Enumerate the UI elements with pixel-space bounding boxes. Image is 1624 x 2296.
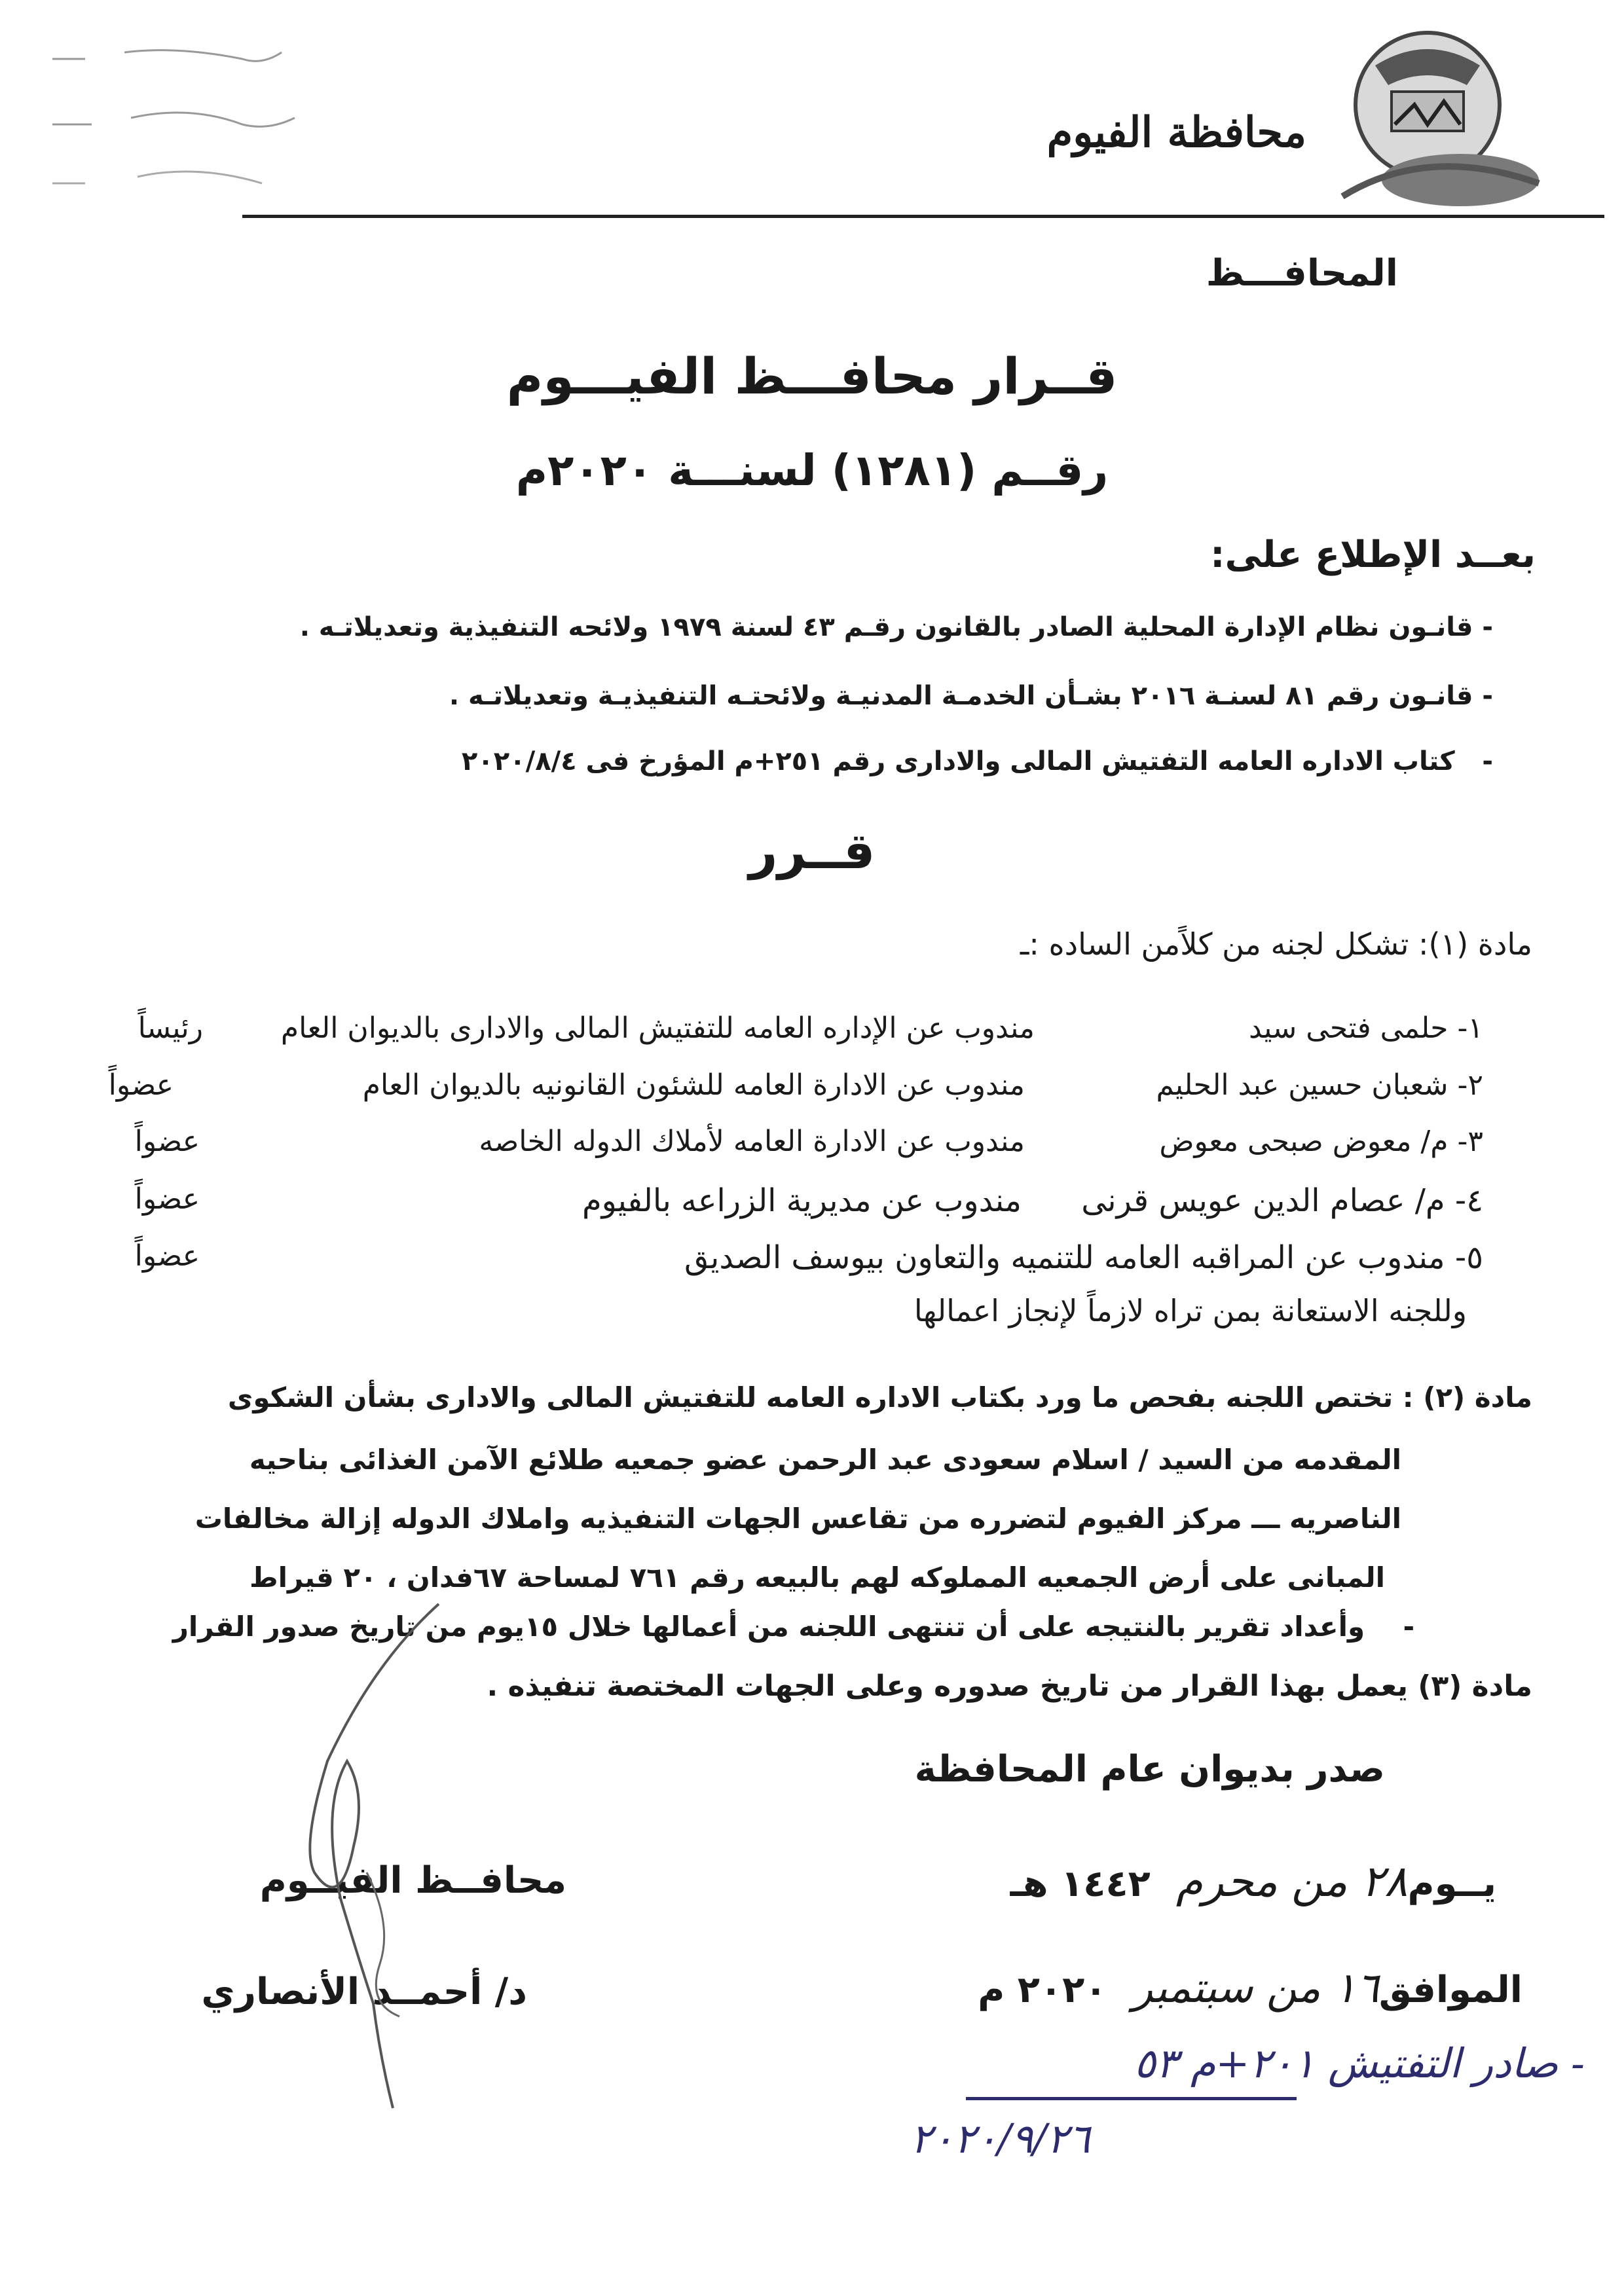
article-2-line: مادة (٢) : تختص اللجنه بفحص ما ورد بكتاب الاداره العامه للتفتيش المالى والادارى بشأن الشكوى — [227, 1381, 1532, 1413]
header-divider — [242, 215, 1604, 218]
article-3: مادة (٣) يعمل بهذا القرار من تاريخ صدوره وعلى الجهات المختصة تنفيذه . — [487, 1669, 1532, 1703]
article-2-line: المبانى على أرض الجمعيه المملوكه لهم بالبيعه رقم ٧٦١ لمساحة ٦٧فدان ، ٢٠ قيراط — [249, 1561, 1385, 1594]
gregorian-date: الموافق١٦ من سبتمبر ٢٠٢٠ م — [978, 1964, 1522, 2013]
preamble-heading: بعــد الإطلاع على: — [1210, 534, 1536, 576]
organization-name: محافظة الفيوم — [1046, 108, 1306, 157]
preamble-item: - كتاب الاداره العامه التفتيش المالى والادارى رقم ٢٥١+م المؤرخ فى ٢٠٢٠/٨/٤ — [461, 746, 1493, 776]
member-name: ١- حلمى فتحى سيد — [1249, 1011, 1483, 1045]
issued-at: صدر بديوان عام المحافظة — [914, 1748, 1385, 1791]
preamble-item: - قانـون نظام الإدارة المحلية الصادر بالقانون رقـم ٤٣ لسنة ١٩٧٩ ولائحه التنفيذية وتعديلاتـه . — [299, 612, 1493, 642]
preamble-item: - قانـون رقم ٨١ لسنـة ٢٠١٦ بشـأن الخدمـة المدنيـة ولائحتـه التنفيذيـة وتعديلاتـه . — [449, 681, 1493, 711]
member-name: ٤- م/ عصام الدين عويس قرنى — [1081, 1182, 1483, 1219]
handwritten-day: ١٦ من سبتمبر — [1132, 1964, 1379, 2013]
article-1-intro: مادة (١): تشكل لجنه من كلاًمن الساده :ـ — [1020, 926, 1532, 962]
hijri-date: يــوم٢٨ من محرم ١٤٤٢ هـ — [1010, 1856, 1496, 1906]
member-name: ٢- شعبان حسين عبد الحليم — [1156, 1068, 1483, 1102]
office-title: المحافـــظ — [1206, 252, 1398, 295]
margin-handwriting — [46, 33, 321, 203]
handwritten-date-note: ٢٠٢٠/٩/٢٦ — [910, 2115, 1090, 2162]
list-dash: - — [1365, 1611, 1414, 1643]
article-2-line: الناصريه ـــ مركز الفيوم لتضرره من تقاعس الجهات التنفيذيه واملاك الدوله إزالة مخالفات — [194, 1503, 1401, 1535]
member-role: عضواً — [108, 1068, 174, 1102]
article-2-bullet: - وأعداد تقرير بالنتيجه على أن تنتهى اللجنه من أعمالها خلال ١٥يوم من تاريخ صدور القرار — [172, 1611, 1414, 1643]
member-name: ٣- م/ معوض صبحى معوض — [1159, 1125, 1483, 1158]
handwritten-underline — [966, 2097, 1297, 2100]
member-name: ٥- مندوب عن المراقبه العامه للتنميه والتعاون بيوسف الصديق — [684, 1239, 1483, 1276]
article-1-note: وللجنه الاستعانة بمن تراه لازماً لإنجاز اعمالها — [913, 1293, 1467, 1328]
handwritten-outgoing-note: - صادر التفتيش ٢٠١+م ٥٣ — [1134, 2039, 1585, 2087]
governorate-emblem-icon — [1329, 26, 1545, 216]
handwritten-signature — [275, 1597, 485, 2121]
member-representation: مندوب عن مديرية الزراعه بالفيوم — [581, 1182, 1022, 1219]
member-representation: مندوب عن الادارة العامه للشئون القانونيه بالديوان العام — [362, 1068, 1025, 1102]
member-representation: مندوب عن الادارة العامه لأملاك الدوله الخاصه — [479, 1125, 1025, 1158]
list-dash: - — [1473, 612, 1493, 642]
member-role: عضواً — [134, 1239, 200, 1273]
signatory-title: محافــظ الفيــوم — [259, 1859, 566, 1902]
decree-number: رقــم (١٢٨١) لسنـــة ٢٠٢٠م — [515, 445, 1109, 496]
decided-heading: قــرر — [748, 822, 876, 880]
handwritten-day: ٢٨ من محرم — [1175, 1856, 1408, 1906]
member-role: عضواً — [134, 1125, 200, 1158]
member-role: عضواً — [134, 1182, 200, 1216]
signatory-name: د/ أحمــد الأنصاري — [201, 1971, 527, 2013]
member-representation: مندوب عن الإداره العامه للتفتيش المالى والادارى بالديوان العام — [280, 1011, 1035, 1045]
list-dash: - — [1454, 746, 1493, 776]
member-role: رئيساً — [138, 1011, 203, 1045]
article-2-line: المقدمه من السيد / اسلام سعودى عبد الرحمن عضو جمعيه طلائع الآمن الغذائى بناحيه — [249, 1444, 1401, 1476]
list-dash: - — [1473, 681, 1493, 711]
decree-title: قــرار محافـــظ الفيـــوم — [506, 347, 1118, 405]
